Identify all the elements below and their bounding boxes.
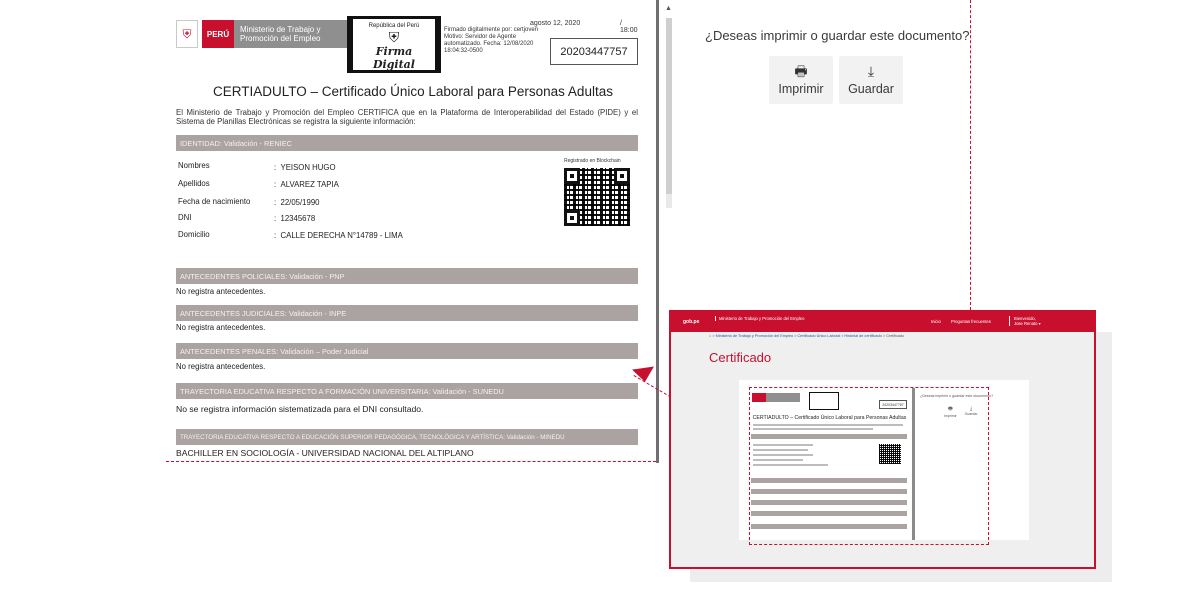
value-nombres: : YEISON HUGO: [274, 163, 336, 172]
thumb-user[interactable]: Bienvenido, Jose Renato ▾: [1009, 316, 1041, 326]
peru-label: PERÚ: [202, 20, 234, 48]
label-apellidos: Apellidos: [178, 179, 210, 188]
thumb-header: [671, 312, 1094, 332]
save-button[interactable]: [839, 56, 903, 104]
thumb-highlight: [749, 387, 989, 545]
document-scrollbar[interactable]: [656, 0, 659, 463]
coat-of-arms-icon: ⛨: [176, 20, 198, 48]
label-domicilio: Domicilio: [178, 230, 210, 239]
blockchain-label: Registrado en Blockchain: [564, 158, 621, 164]
scroll-up-arrow-icon[interactable]: ▲: [665, 5, 672, 12]
value-dni: : 12345678: [274, 214, 315, 223]
download-icon: ⤓: [969, 406, 973, 412]
highlight-dashed-line: [166, 461, 656, 462]
certificate-code: 20203447757: [550, 38, 638, 65]
thumb-greeting: Bienvenido,: [1014, 316, 1036, 321]
thumb-print-label: Imprimir: [944, 414, 957, 418]
panel-scrollbar[interactable]: [666, 18, 672, 208]
time-text: / 18:00: [620, 20, 638, 34]
universitaria-result: No se registra información sistematizada para el DNI consultado.: [176, 404, 424, 414]
section-identidad: IDENTIDAD: Validación - RENIEC: [176, 135, 638, 151]
printer-icon: 🖶: [947, 406, 953, 412]
breadcrumb-item[interactable]: Historial de certificado: [844, 334, 882, 338]
breadcrumb: ⌂ > Ministerio de Trabajo y Promoción del Empleo > Certificado Único Laboral > Historial de certificado > Certificado: [709, 334, 905, 338]
qr-corner: [564, 168, 580, 184]
print-question: ¿Deseas imprimir o guardar este documento?: [705, 28, 970, 43]
section-policiales: ANTECEDENTES POLICIALES: Validación - PNP: [176, 268, 638, 284]
qr-corner: [564, 210, 580, 226]
save-label: Guardar: [848, 82, 894, 96]
value-fecha-nacimiento: : 22/05/1990: [274, 198, 320, 207]
print-label: Imprimir: [778, 82, 824, 96]
gob-logo: gob.pe: [683, 319, 700, 325]
download-icon: ⤓: [867, 63, 875, 79]
issue-date: [530, 20, 640, 34]
home-icon[interactable]: ⌂: [709, 334, 712, 338]
section-judiciales: ANTECEDENTES JUDICIALES: Validación - INPE: [176, 305, 638, 321]
thumb-question: ¿Deseas imprimir o guardar este documento?: [920, 394, 994, 398]
highlight-dashed-line: [970, 0, 971, 310]
scrollbar-thumb[interactable]: [666, 18, 672, 194]
breadcrumb-current: Certificado: [886, 334, 905, 338]
breadcrumb-item[interactable]: Certificado Único Laboral: [797, 334, 841, 338]
section-penales: ANTECEDENTES PENALES: Validación – Poder Judicial: [176, 343, 638, 359]
date-text: agosto 12, 2020: [530, 20, 581, 27]
certificate-document: [166, 0, 660, 463]
thumb-nav-faq[interactable]: Preguntas frecuentes: [951, 319, 991, 324]
signature-republic: República del Perú: [368, 23, 420, 29]
thumb-ministry: Ministerio de Trabajo y Promoción del Empleo: [715, 316, 804, 321]
label-nombres: Nombres: [178, 161, 210, 170]
overview-screenshot: [669, 310, 1096, 569]
document-intro: El Ministerio de Trabajo y Promoción del Empleo CERTIFICA que en la Plataforma de Interoperabilidad del Estado (PIDE) y el Sistema de Planillas Electrónicas se registra la siguiente información:: [176, 108, 638, 126]
shield-icon: ⛨: [388, 29, 400, 45]
label-fecha-nacimiento: Fecha de nacimiento: [178, 197, 251, 206]
value-domicilio: : CALLE DERECHA N°14789 - LIMA: [274, 231, 403, 240]
print-button[interactable]: [769, 56, 833, 104]
thumb-nav-inicio[interactable]: Inicio: [931, 319, 941, 324]
ministry-label: Ministerio de Trabajo y Promoción del Empleo: [234, 20, 356, 48]
thumb-username: Jose Renato: [1014, 321, 1038, 326]
ministry-logo: [176, 20, 356, 48]
penales-result: No registra antecedentes.: [176, 362, 266, 371]
digital-signature-stamp: [347, 16, 441, 73]
thumb-save-label: Guardar: [964, 412, 978, 416]
page-title: Certificado: [709, 350, 772, 365]
qr-corner: [614, 168, 630, 184]
signature-details: Firmado digitalmente por: certjoven Motivo: Servidor de Agente automatizado. Fecha: 12/08/2020 18:04:32-0500: [444, 27, 539, 54]
document-title: CERTIADULTO – Certificado Único Laboral para Personas Adultas: [213, 84, 613, 99]
thumb-doc-title: CERTIADULTO – Certificado Único Laboral para Personas Adultas: [752, 415, 907, 421]
breadcrumb-item[interactable]: Ministerio de Trabajo y Promoción del Empleo: [715, 334, 794, 338]
value-apellidos: : ALVAREZ TAPIA: [274, 180, 339, 189]
policiales-result: No registra antecedentes.: [176, 287, 266, 296]
superior-result: BACHILLER EN SOCIOLOGÍA - UNIVERSIDAD NACIONAL DEL ALTIPLANO: [176, 448, 474, 458]
judiciales-result: No registra antecedentes.: [176, 323, 266, 332]
signature-label: Firma Digital: [373, 45, 415, 71]
qr-code: [564, 168, 630, 226]
section-trayectoria-universitaria: TRAYECTORIA EDUCATIVA RESPECTO A FORMACIÓN UNIVERSITARIA: Validación - SUNEDU: [176, 383, 638, 399]
printer-icon: 🖶: [794, 63, 808, 79]
section-trayectoria-superior: TRAYECTORIA EDUCATIVA RESPECTO A EDUCACIÓN SUPERIOR PEDAGÓGICA, TECNOLÓGICA Y ARTÍSTICA: Validación - MINEDU: [176, 429, 638, 445]
thumb-code: 20203447757: [879, 400, 907, 409]
label-dni: DNI: [178, 213, 192, 222]
